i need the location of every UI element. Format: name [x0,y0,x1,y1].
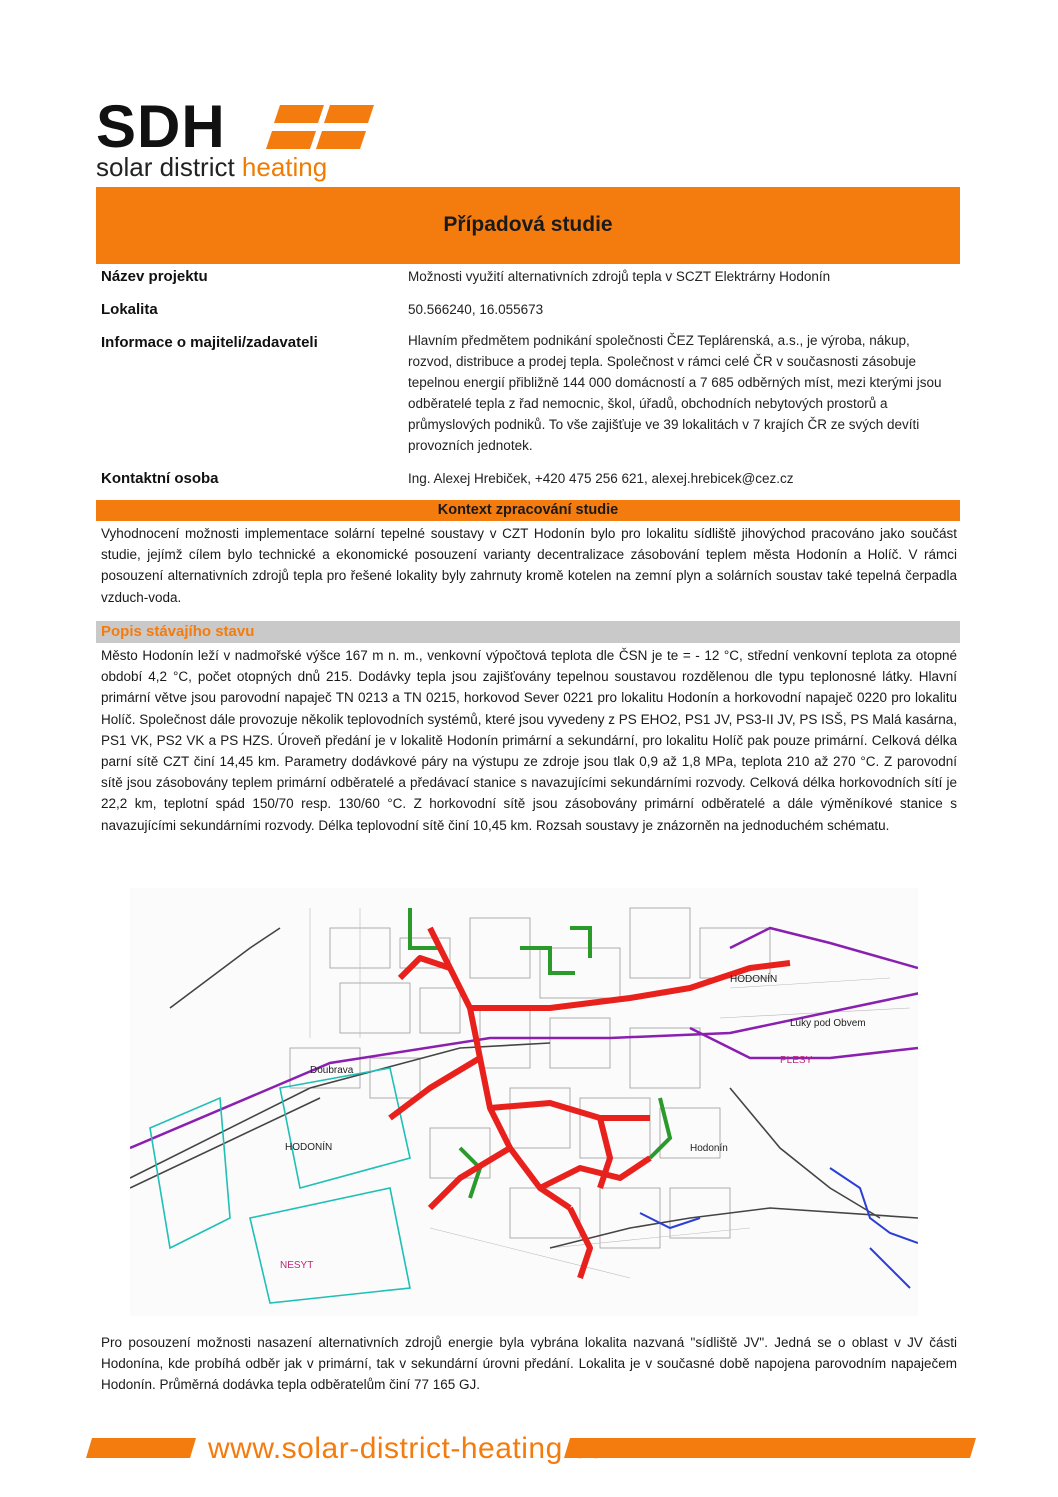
page-title: Případová studie [443,213,613,236]
logo-tagline-accent: heating [241,152,328,182]
location-value: 50.566240, 16.055673 [408,302,544,317]
map-label-hodonin-south: Hodonín [690,1143,728,1154]
map-label-luky: Luky pod Obvem [790,1018,866,1029]
title-band [96,187,960,264]
logo-tagline [96,152,327,182]
heating-network-map [130,888,918,1316]
map-label-doubrava: Doubrava [310,1065,354,1076]
context-title: Kontext zpracování studie [437,502,619,518]
current-state-paragraph: Město Hodonín leží v nadmořské výšce 167 m n. m., venkovní výpočtová teplota dle ČSN je te = - 12 °C, střední venkovní teplota za otopné období 4,2 °C, počet otopných dnů 215. Dodávky tepla jsou zajišťovány tepelnou soustavou rozdělenou dle typu teplonosné látky. Hlavní primární větve jsou parovodní napaječ TN 0213 a TN 0215, horkovod Sever 0221 pro lokalitu Hodonín a horkovodní napaječ 0220 pro lokalitu Holíč. Společnost dále provozuje několik teplovodních systémů, které jsou vyvedeny z PS EHO2, PS1 JV, PS3-II JV, PS ISŠ, PS Malá kasárna, PS1 VK, PS2 VK a PS HZS. Úroveň předání je v lokalitě Hodonín primární a sekundární, pro lokalitu Holíč pak pouze primární. Celková délka parní sítě CZT činí 14,45 km. Parametry dodávkové páry na výstupu ze zdroje jsou tlak 0,9 až 1,8 MPa, teplota 210 až 270 °C. Z parovodní sítě jsou zásobovány teplem primární odběratelé a předávací stanice s navazujícími sekundárními rozvody. Celková délka horkovodních sítí je 22,2 km, teplotní spád 150/70 resp. 130/60 °C. Z horkovodní sítě jsou zásobovány primární odběratelé a dále výměníkové stanice s navazujícími sekundárními rozvody. Délka teplovodní sítě činí 10,45 km. Rozsah soustavy je znázorněn na jednoduchém schématu. [101,648,957,833]
map-drawing [130,888,918,1316]
map-label-plesy: PLESY [780,1055,813,1066]
footer-url-link[interactable]: www.solar-district-heating.eu [208,1432,606,1465]
map-label-hodonin-west: HODONÍN [285,1142,333,1153]
location-label: Lokalita [101,301,158,318]
context-band [96,500,960,521]
owner-label: Informace o majiteli/zadavateli [101,334,318,351]
current-state-title: Popis stávajího stavu [101,623,255,640]
section-band [96,621,960,643]
project-label: Název projektu [101,268,208,285]
logo-tagline-prefix: solar district [96,152,242,182]
project-value: Možnosti využití alternativních zdrojů tepla v SCZT Elektrárny Hodonín [408,269,831,284]
contact-label: Kontaktní osoba [101,470,219,487]
map-label-nesyt: NESYT [280,1260,314,1271]
contact-value: Ing. Alexej Hrebiček, +420 475 256 621, alexej.hrebicek@cez.cz [408,471,794,486]
logo-mark: SDH [96,93,226,160]
footer [0,1432,1058,1472]
conclusion-paragraph: Pro posouzení možnosti nasazení alternativních zdrojů energie byla vybrána lokalita nazvaná "sídliště JV". Jedná se o oblast v JV části Hodonína, kde probíhá odběr jak v primární, tak v sekundární úrovni předání. Lokalita je v současné době napojena parovodním napaječem Hodonín. Průměrná dodávka tepla odběratelům činí 77 165 GJ. [101,1335,957,1393]
sdh-logo [96,93,386,186]
owner-value: Hlavním předmětem podnikání společnosti ČEZ Teplárenská, a.s., je výroba, nákup, rozvod, distribuce a prodej tepla. Společnost v rámci celé ČR v současnosti zásobuje tepelnou energií přibližně 144 000 domácností a 7 685 odběrných míst, mezi kterými jsou odběratelé tepla z řad nemocnic, škol, úřadů, obchodních nebytových prostorů a průmyslových podniků. To vše zajišťuje ve 39 lokalitách v 7 krajích ČR ze svých devíti provozních jednotek. [408,333,942,453]
map-label-hodonin-ne: HODONÍN [730,974,778,985]
context-paragraph: Vyhodnocení možnosti implementace solární tepelné soustavy v CZT Hodonín bylo pro lokalitu sídliště jihovýchod pracováno jako součást studie, jejímž cílem bylo technické a ekonomické posouzení varianty decentralizace zásobování teplem města Hodonín a Holíč. V rámci posouzení alternativních zdrojů tepla pro řešené lokality byly zahrnuty kromě kotelen na zemní plyn a solárních soustav také tepelná čerpadla vzduch-voda. [101,526,957,605]
